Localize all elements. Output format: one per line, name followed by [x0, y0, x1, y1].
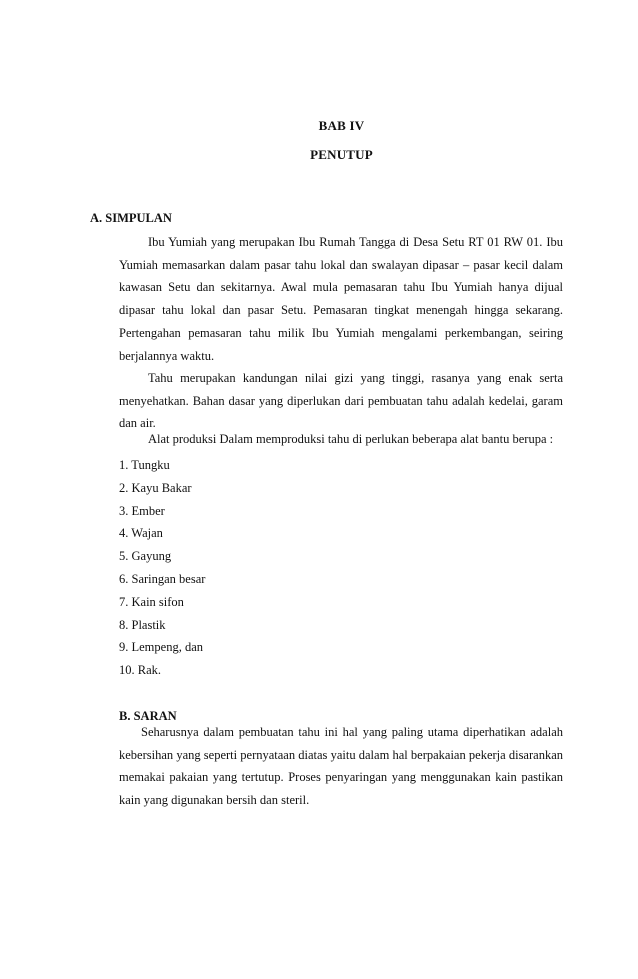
list-item: 6. Saringan besar: [119, 571, 206, 586]
list-item: 4. Wajan: [119, 526, 163, 541]
list-item: 7. Kain sifon: [119, 594, 184, 609]
list-item: 8. Plastik: [119, 617, 166, 632]
list-item: 3. Ember: [119, 503, 165, 518]
chapter-title: PENUTUP: [310, 147, 373, 162]
paragraph-text: Seharusnya dalam pembuatan tahu ini hal yang paling utama diperhatikan adalah kebersihan yang seperti pernyataan diatas yaitu dalam hal berpakaian pekerja disarankan memakai pakaian yang tertutup. Proses penyaringan yang menggunakan kain pastikan kain yang digunakan bersih dan steril.: [119, 725, 563, 808]
list-item: 9. Lempeng, dan: [119, 640, 204, 655]
list-item: 10. Rak.: [119, 663, 162, 678]
section-b-heading: B. SARAN: [119, 709, 177, 723]
list-item: 1. Tungku: [119, 458, 170, 472]
list-item: 2. Kayu Bakar: [119, 480, 192, 495]
tool-list: [119, 454, 205, 682]
section-a-paragraph-1: [119, 231, 563, 367]
list-item: 5. Gayung: [119, 549, 172, 564]
section-a-heading: A. SIMPULAN: [90, 211, 172, 225]
chapter-number: BAB IV: [318, 118, 365, 133]
section-a-paragraph-2: [119, 367, 563, 435]
section-b-paragraph-1: [119, 721, 563, 812]
paragraph-text: Tahu merupakan kandungan nilai gizi yang tinggi, rasanya yang enak serta menyehatkan. Bahan dasar yang diperlukan dari pembuatan tahu adalah kedelai, garam dan air.: [119, 371, 563, 431]
section-a-paragraph-3: [119, 428, 563, 451]
paragraph-text: Ibu Yumiah yang merupakan Ibu Rumah Tangga di Desa Setu RT 01 RW 01. Ibu Yumiah memasarkan dalam pasar tahu lokal dan swalayan dipasar – pasar kecil dalam kawasan Setu dan sekitarnya. Awal mula pemasaran tahu Ibu Yumiah hanya dijual dipasar tahu lokal dan pasar Setu. Pemasaran tingkat menengah hingga sekarang. Pertengahan pemasaran tahu milik Ibu Yumiah mengalami perkembangan, seiring berjalannya waktu.: [119, 235, 563, 363]
paragraph-text: Alat produksi Dalam memproduksi tahu di perlukan beberapa alat bantu berupa :: [148, 432, 554, 446]
